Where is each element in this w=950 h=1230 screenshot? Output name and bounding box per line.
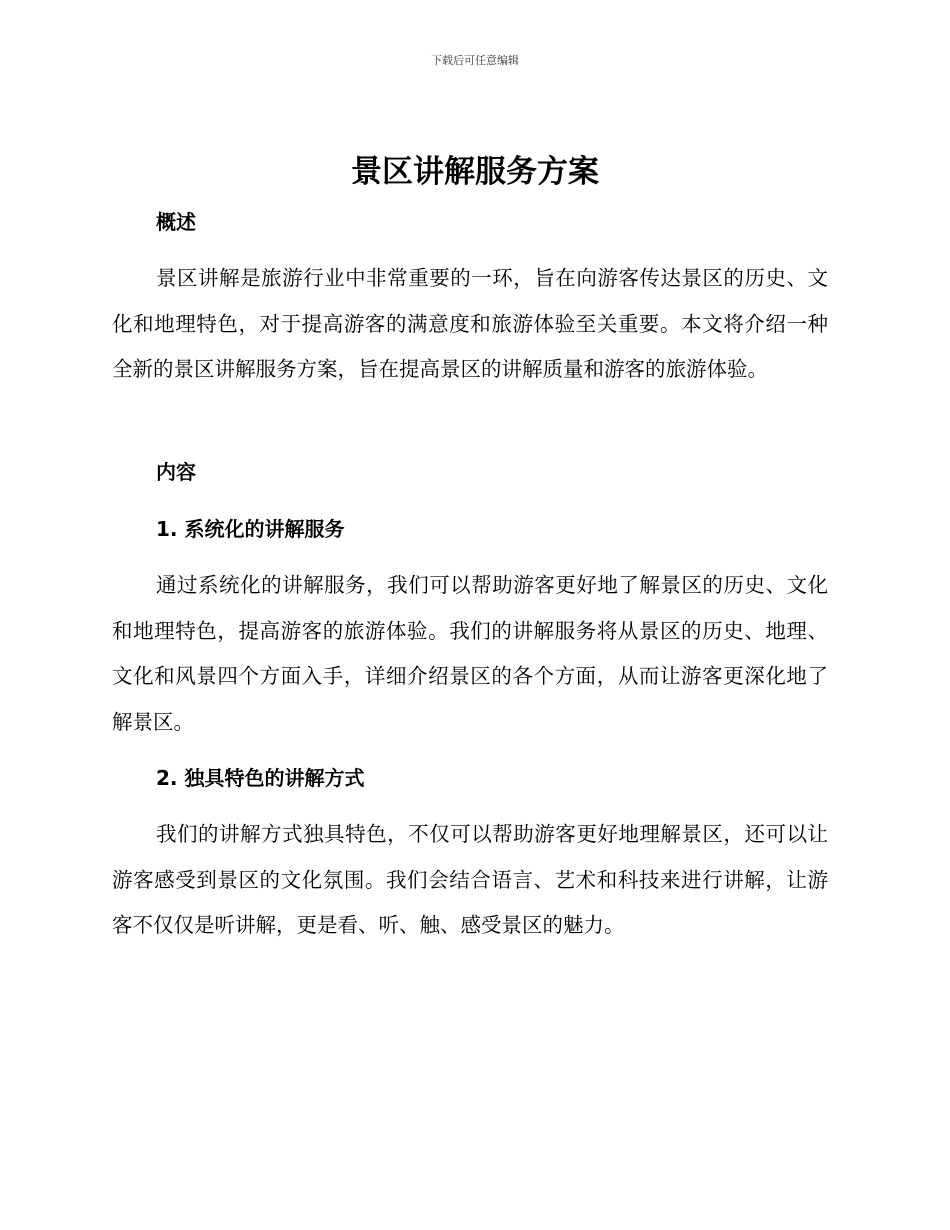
subsection-heading-1: 1. 系统化的讲解服务 xyxy=(156,517,345,541)
subsection-paragraph-2: 我们的讲解方式独具特色，不仅可以帮助游客更好地理解景区，还可以让游客感受到景区的文化氛围。我们会结合语言、艺术和科技来进行讲解，让游客不仅仅是听讲解，更是看、听、触、感受景区的魅力。 xyxy=(112,822,828,937)
section-heading-overview: 概述 xyxy=(156,210,196,234)
subsection-paragraph-1: 通过系统化的讲解服务，我们可以帮助游客更好地了解景区的历史、文化和地理特色，提高游客的旅游体验。我们的讲解服务将从景区的历史、地理、文化和风景四个方面入手，详细介绍景区的各个方面，从而让游客更深化地了解景区。 xyxy=(112,573,828,734)
header-note: 下载后可任意编辑 xyxy=(431,54,519,67)
page-title: 景区讲解服务方案 xyxy=(351,154,599,190)
overview-paragraph: 景区讲解是旅游行业中非常重要的一环，旨在向游客传达景区的历史、文化和地理特色，对于提高游客的满意度和旅游体验至关重要。本文将介绍一种全新的景区讲解服务方案，旨在提高景区的讲解质量和游客的旅游体验。 xyxy=(112,266,828,381)
subsection-heading-2: 2. 独具特色的讲解方式 xyxy=(156,766,365,790)
section-heading-content: 内容 xyxy=(156,460,196,484)
